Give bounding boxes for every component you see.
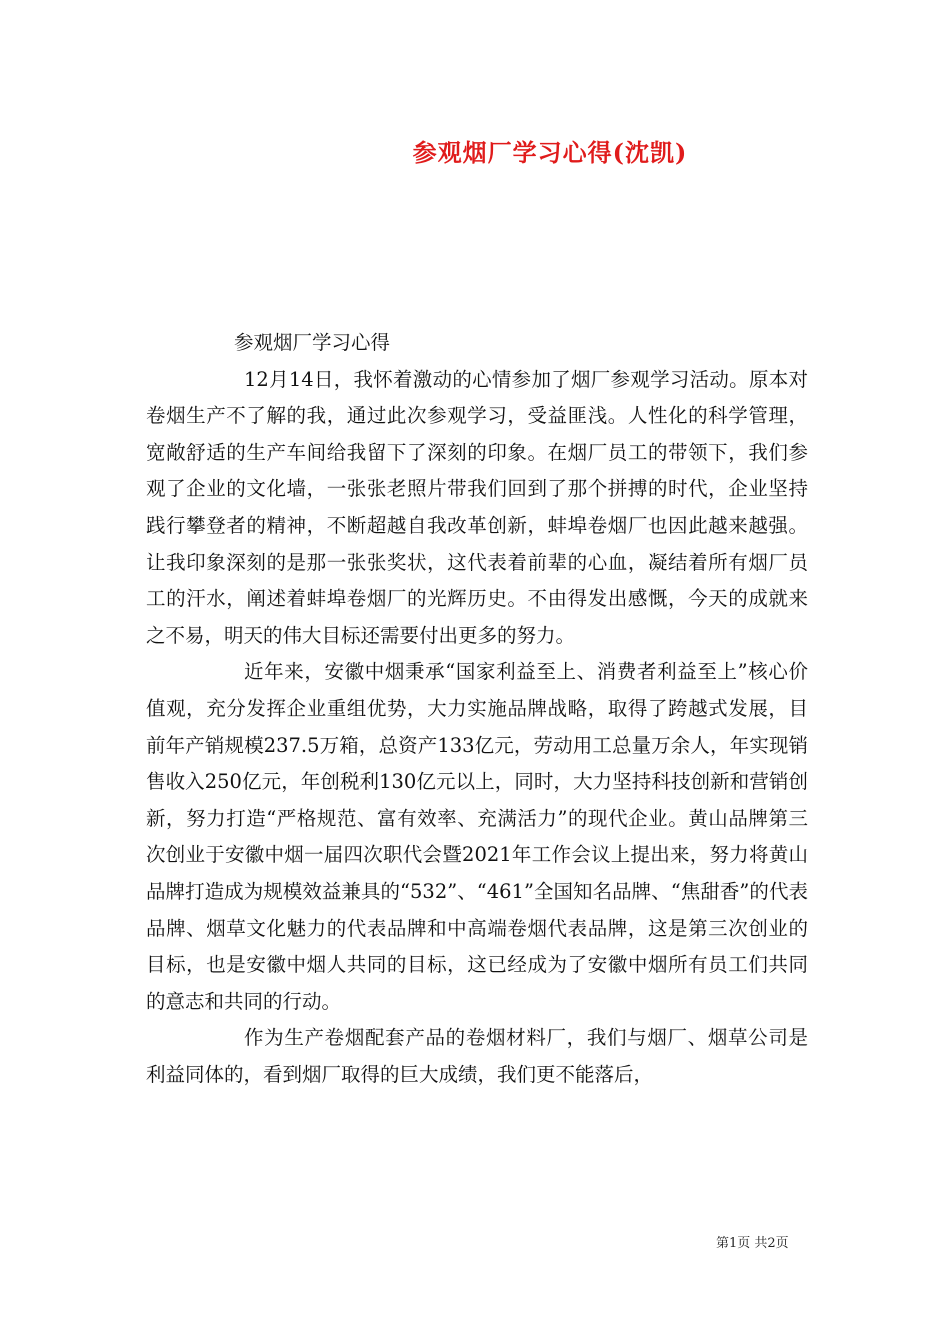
- paragraph-2: 近年来，安徽中烟秉承“国家利益至上、消费者利益至上”核心价值观，充分发挥企业重组优势，大力实施品牌战略，取得了跨越式发展，目前年产销规模237.5万箱，总资产133亿元，劳动用工总量万余人，年实现销售收入250亿元，年创税利130亿元以上，同时，大力坚持科技创新和营销创新，努力打造“严格规范、富有效率、充满活力”的现代企业。黄山品牌第三次创业于安徽中烟一届四次职代会暨2021年工作会议上提出来，努力将黄山品牌打造成为规模效益兼具的“532”、“461”全国知名品牌、“焦甜香”的代表品牌、烟草文化魅力的代表品牌和中高端卷烟代表品牌，这是第三次创业的目标，也是安徽中烟人共同的目标，这已经成为了安徽中烟所有员工们共同的意志和共同的行动。: [146, 660, 808, 1013]
- paragraph-3: 作为生产卷烟配套产品的卷烟材料厂，我们与烟厂、烟草公司是利益同体的，看到烟厂取得的巨大成绩，我们更不能落后，: [146, 1026, 808, 1086]
- document-title: 参观烟厂学习心得(沈凯): [412, 138, 688, 167]
- section-heading: 参观烟厂学习心得: [234, 331, 391, 354]
- document-body: [146, 325, 808, 1093]
- paragraph-1: 12月14日，我怀着激动的心情参加了烟厂参观学习活动。原本对卷烟生产不了解的我，通过此次参观学习，受益匪浅。人性化的科学管理，宽敞舒适的生产车间给我留下了深刻的印象。在烟厂员工的带领下，我们参观了企业的文化墙，一张张老照片带我们回到了那个拼搏的时代，企业坚持践行攀登者的精神，不断超越自我改革创新，蚌埠卷烟厂也因此越来越强。让我印象深刻的是那一张张奖状，这代表着前辈的心血，凝结着所有烟厂员工的汗水，阐述着蚌埠卷烟厂的光辉历史。不由得发出感慨，今天的成就来之不易，明天的伟大目标还需要付出更多的努力。: [146, 367, 808, 647]
- page-number-footer: 第1页 共2页: [716, 1236, 789, 1251]
